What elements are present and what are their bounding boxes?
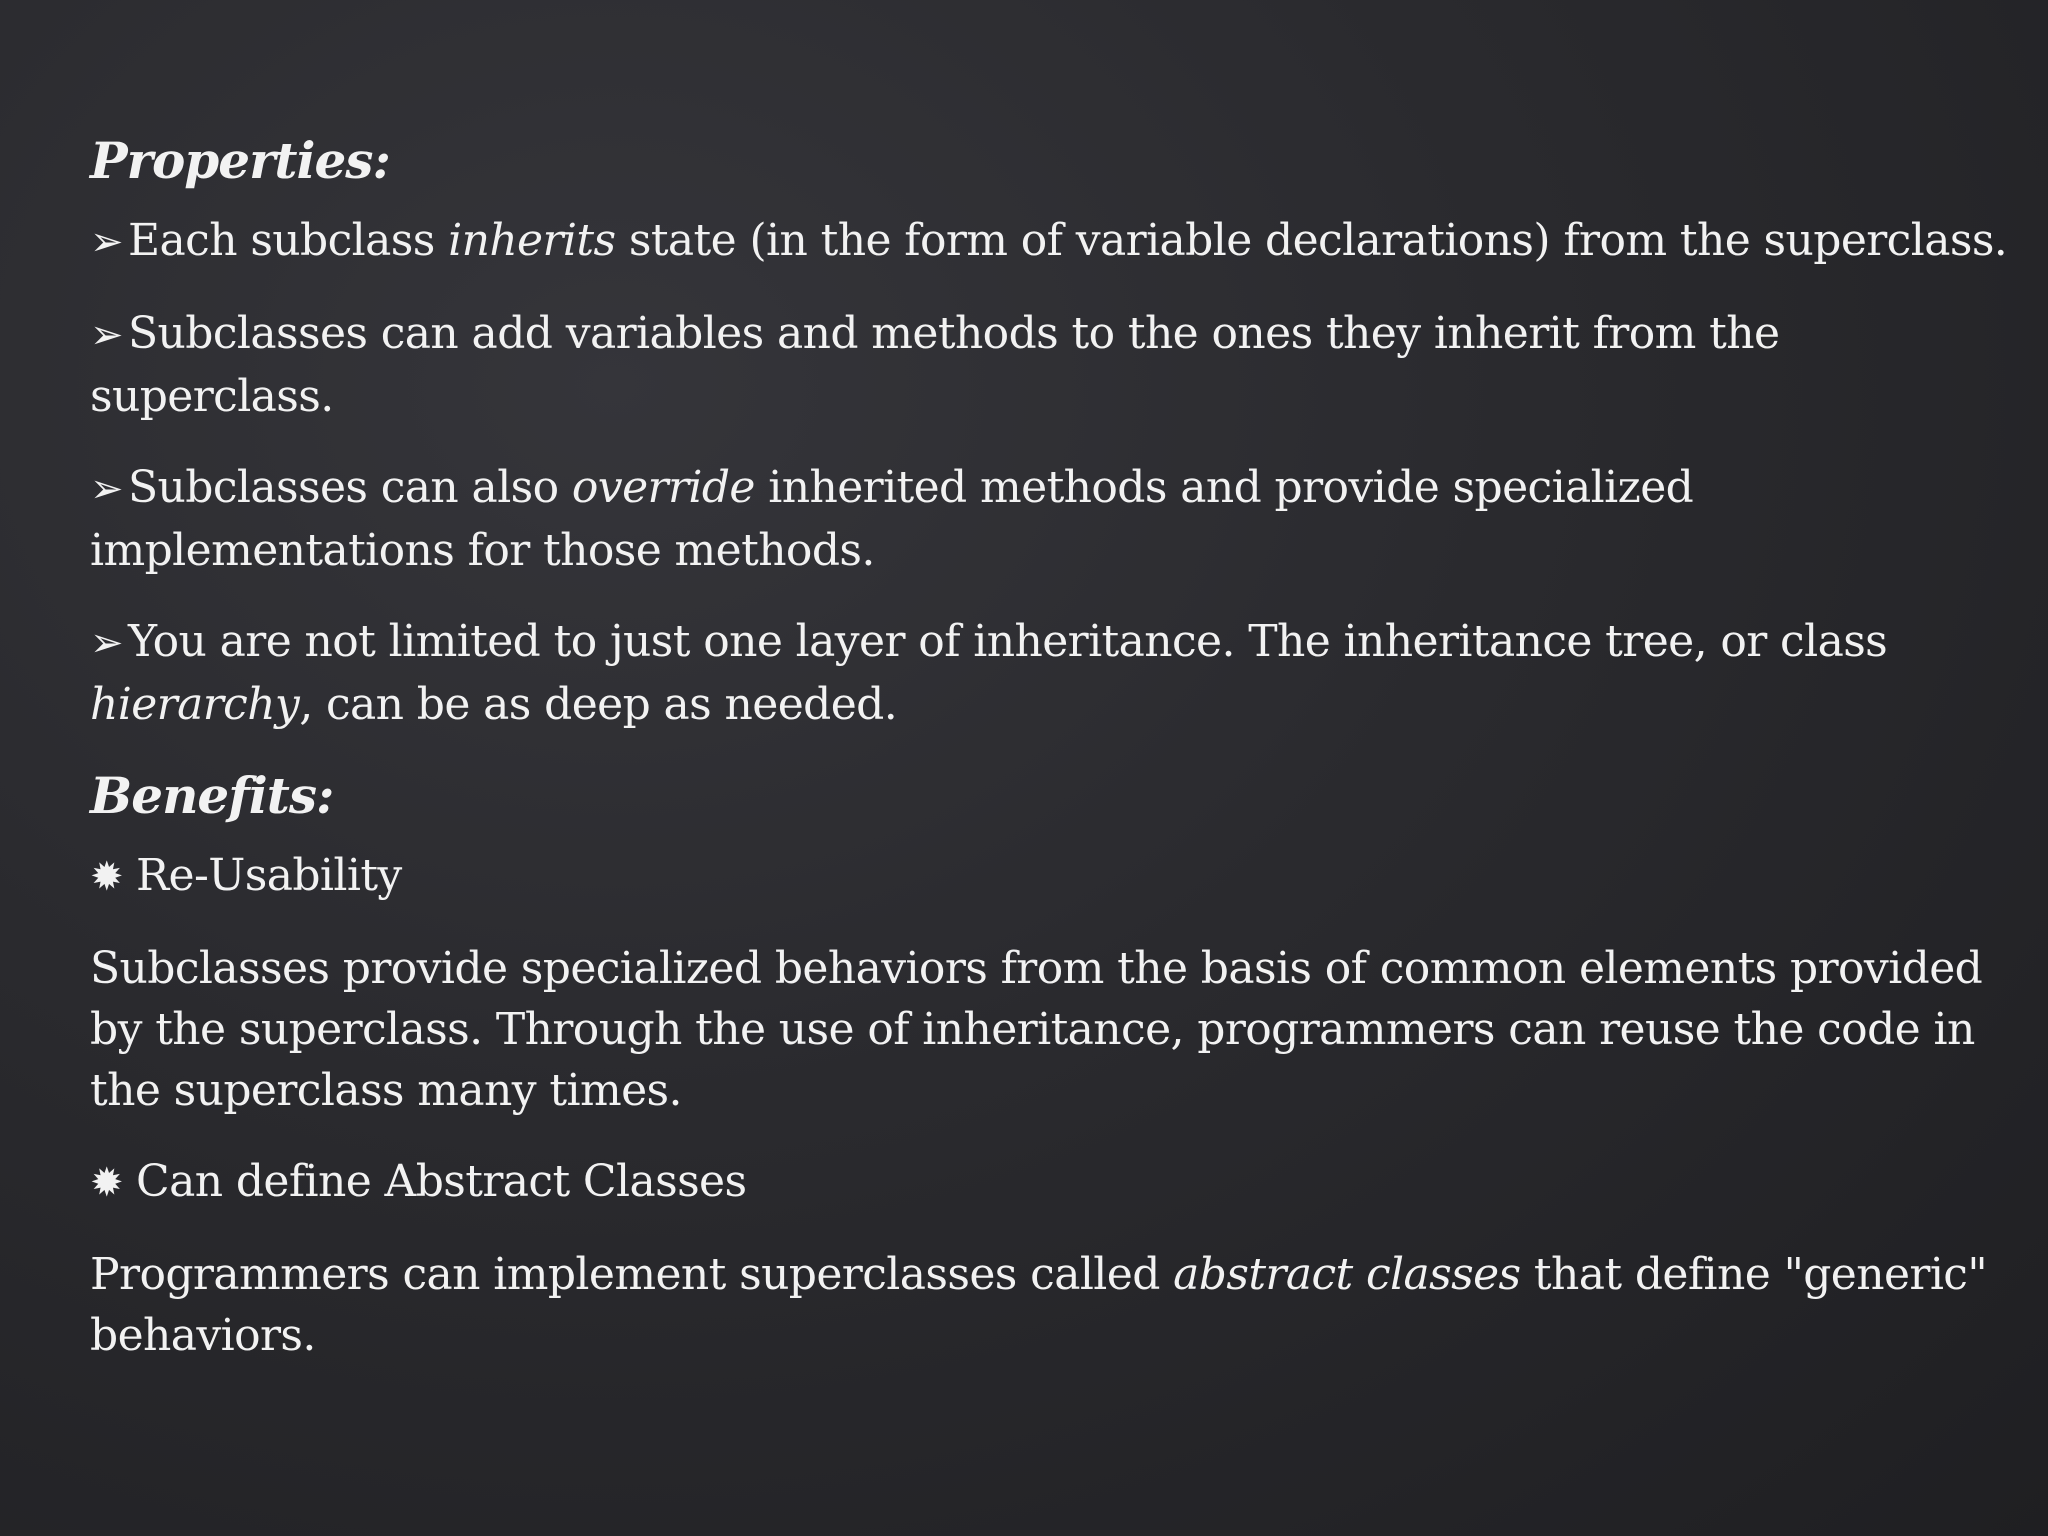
- arrow-bullet-icon: ➢: [90, 466, 123, 512]
- term-override: override: [571, 462, 755, 513]
- star-bullet-icon: ✹: [90, 1160, 123, 1206]
- benefit-title-abstract: ✹ Can define Abstract Classes: [90, 1151, 2020, 1214]
- benefit-text-reusability: Subclasses provide specialized behaviors from the basis of common elements provided by the superclass. Through the use of inheritance, programmers can reuse the code in the superclass many times.: [90, 943, 1983, 1116]
- arrow-bullet-icon: ➢: [90, 620, 123, 666]
- arrow-bullet-icon: ➢: [90, 312, 123, 358]
- benefit-text-abstract: Programmers can implement superclasses called abstract classes that define "generic" behaviors.: [90, 1249, 1987, 1361]
- properties-heading: Properties:: [90, 131, 390, 190]
- term-inherits: inherits: [448, 215, 616, 266]
- star-bullet-icon: ✹: [90, 854, 123, 900]
- property-item-3: ➢ Subclasses can also override inherited methods and provide specialized implementations for those methods.: [90, 457, 2020, 581]
- property-item-1: ➢ Each subclass inherits state (in the form of variable declarations) from the superclass.: [90, 210, 2020, 273]
- slide-content: [90, 130, 2020, 1396]
- benefit-title-reusability: ✹ Re-Usability: [90, 845, 2020, 908]
- term-hierarchy: hierarchy: [90, 679, 300, 730]
- property-item-4: ➢ You are not limited to just one layer of inheritance. The inheritance tree, or class hierarchy, can be as deep as needed.: [90, 611, 2020, 735]
- term-abstract-classes: abstract classes: [1173, 1249, 1521, 1300]
- property-item-2: ➢ Subclasses can add variables and methods to the ones they inherit from the superclass.: [90, 303, 2020, 427]
- arrow-bullet-icon: ➢: [90, 219, 123, 265]
- benefits-heading: Benefits:: [90, 766, 334, 825]
